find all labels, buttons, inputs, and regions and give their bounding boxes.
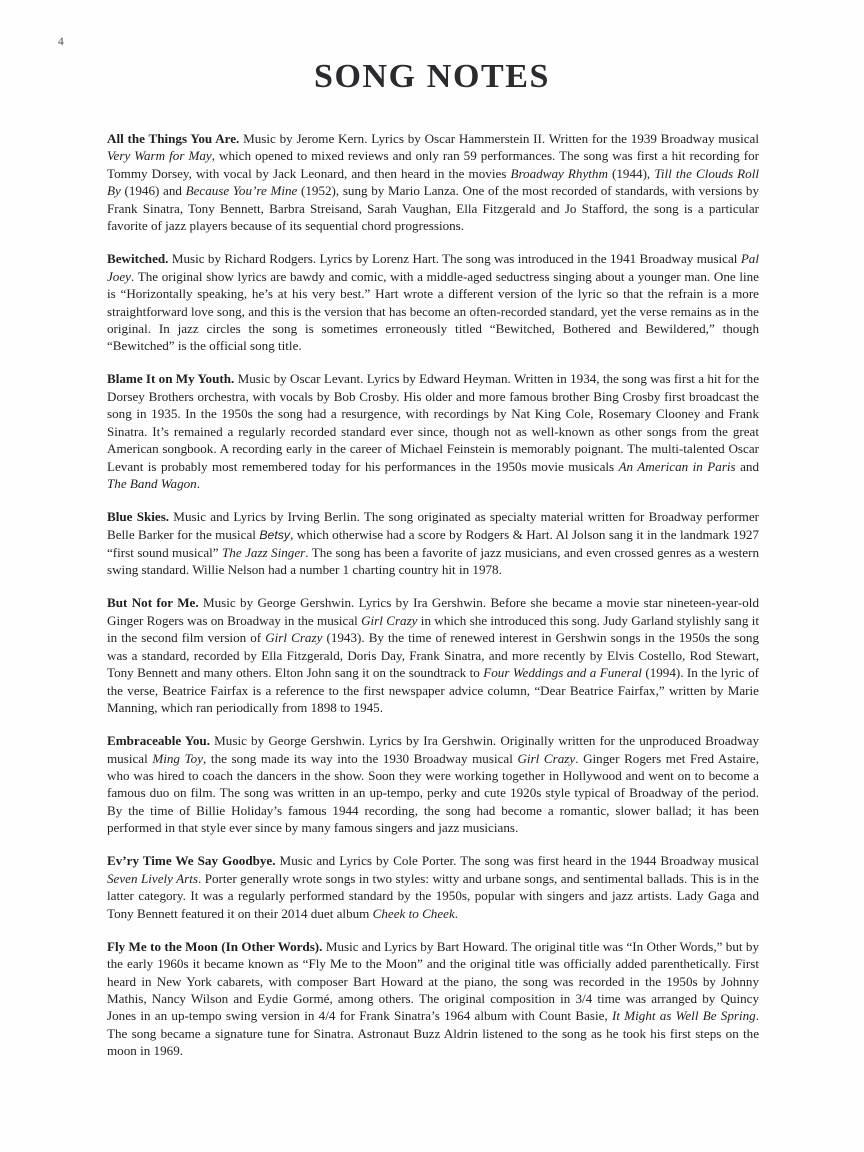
song-note-text: , which opened to mixed reviews and only ran 59 performances. The song was first a hit recording for Tommy Dorsey, with vocal by Jack Leonard, and then heard in the movies <box>107 148 760 181</box>
song-note <box>107 852 759 922</box>
work-title: The Band Wagon <box>107 476 197 492</box>
work-title: The Jazz Singer <box>222 545 306 561</box>
song-note <box>107 250 759 355</box>
page-title: SONG NOTES <box>313 58 551 95</box>
work-title: Girl Crazy <box>265 630 323 646</box>
song-note-text: . <box>454 905 459 921</box>
song-note-text: Music and Lyrics by Cole Porter. The song was first heard in the 1944 Broadway musical <box>275 853 759 869</box>
song-note-text: . Porter generally wrote songs in two styles: witty and urbane songs, and sentimental ballads. This is in the latter category. It was a regularly performed standard by the 1950s, popular with singers and jazz artists. Lady Gaga and Tony Bennett featured it on their 2014 duet album <box>107 870 759 921</box>
page-number: 4 <box>58 36 64 48</box>
work-title: Girl Crazy <box>361 612 418 628</box>
song-note-title: But Not for Me. <box>107 595 199 611</box>
work-title: Very Warm for May <box>107 148 212 164</box>
song-note-text: . The song has been a favorite of jazz musicians, and even crossed genres as a western swing standard. Willie Nelson had a number 1 charting country hit in 1978. <box>107 545 760 578</box>
song-note-text: . <box>196 476 200 492</box>
song-note <box>107 938 759 1060</box>
song-note-text: Music by Jerome Kern. Lyrics by Oscar Hammerstein II. Written for the 1939 Broadway musical <box>239 131 759 146</box>
song-note-text: in which she introduced this song. Judy Garland stylishly sang it in the second film version of <box>107 612 759 646</box>
song-note-title: Fly Me to the Moon (In Other Words). <box>107 938 323 954</box>
song-note-text: and <box>735 458 759 474</box>
song-note-text: (1943). By the time of renewed interest in Gershwin songs in the 1950s the song was a standard, recorded by Ella Fitzgerald, Doris Day, Frank Sinatra, and more recently by Elvis Costello, Rod Stewart, Tony Bennett and many others. Elton John sang it on the soundtrack to <box>107 630 759 681</box>
song-note <box>107 130 759 235</box>
work-title: Till the Clouds Roll By <box>107 165 760 199</box>
song-note-text: Music and Lyrics by Bart Howard. The original title was “In Other Words,” but by the early 1960s it became known as “Fly Me to the Moon” and the original title was officially added parenthetically. First heard in New York cabarets, with composer Bart Howard at the piano, the song was recorded in the 1950s by Johnny Mathis, Nancy Wilson and Eydie Gormé, among others. The original composition in 3/4 time was arranged by Quincy Jones in an up-tempo swing version in 4/4 for Frank Sinatra’s 1964 album with Count Basie, <box>107 938 759 1024</box>
work-title: Ming Toy <box>152 750 204 766</box>
work-title: Because You’re Mine <box>185 183 298 199</box>
song-note-text: . The original show lyrics are bawdy and comic, with a middle-aged seductress singing about a younger man. One line is “Horizontally speaking, he’s at his very best.” Hart wrote a different version of the lyric so that the refrain is a more straightforward love song, and this is the version that has become an often-recorded standard, yet the verse remains as in the original. In jazz circles the song is sometimes erroneously titled “Bewitched, Bothered and Bewildered,” though “Bewitched” is the official song title. <box>107 268 759 354</box>
work-title: Pal Joey <box>107 251 759 284</box>
work-title: It Might as Well Be Spring <box>611 1008 756 1024</box>
song-note-title: Blame It on My Youth. <box>107 371 235 387</box>
song-note-title: Embraceable You. <box>107 733 210 749</box>
song-note-text: Music by George Gershwin. Lyrics by Ira Gershwin. Before she became a movie star nineteen-year-old Ginger Rogers was on Broadway in the musical <box>107 595 759 628</box>
song-note-title: Blue Skies. <box>107 509 170 525</box>
song-note-title: Ev’ry Time We Say Goodbye. <box>107 853 276 869</box>
song-note <box>107 594 759 716</box>
song-note-text: (1944), <box>607 165 655 181</box>
song-note-text: Music by Oscar Levant. Lyrics by Edward Heyman. Written in 1934, the song was first a hit for the Dorsey Brothers orchestra, with vocals by Bob Crosby. His older and more famous brother Bing Crosby first broadcast the song in 1935. In the 1950s the song had a resurgence, with recordings by Nat King Cole, Rosemary Clooney and Frank Sinatra. It’s remained a regularly recorded standard ever since, though not as well-known as other songs from the great American songbook. A recording early in the career of Michael Feinstein is memorably poignant. The multi-talented Oscar Levant is probably most remembered today for his performances in the 1950s movie musicals <box>107 371 759 474</box>
song-note-text: . The song became a signature tune for Sinatra. Astronaut Buzz Aldrin listened to the song as he took his first steps on the moon in 1969. <box>107 1008 759 1059</box>
song-note-text: (1994). In the lyric of the verse, Beatrice Fairfax is a reference to the first newspaper advice column, “Dear Beatrice Fairfax,” written by Marie Manning, which ran periodically from 1898 to 1945. <box>107 665 759 716</box>
song-note-text: Music and Lyrics by Irving Berlin. The song originated as specialty material written for Broadway performer Belle Barker for the musical <box>107 509 759 542</box>
song-notes-list <box>107 130 759 1060</box>
song-note-text: . Ginger Rogers met Fred Astaire, who was hired to coach the dancers in the show. Soon they were working together in Hollywood and went on to become a famous duo on film. The song was written in an up-tempo, perky and cute 1920s style typical of Broadway of the period. By the time of Billie Holiday’s famous 1944 recording, the song had become a romantic, slower ballad; it has been performed in that style ever since by many famous singers and jazz musicians. <box>107 750 760 836</box>
song-note-text: , which otherwise had a score by Rodgers & Hart. Al Jolson sang it in the landmark 1927 “first sound musical” <box>107 526 759 561</box>
song-note <box>107 732 759 837</box>
song-note-title: Bewitched. <box>107 251 169 267</box>
work-title: An American in Paris <box>618 458 736 474</box>
song-note-text: Music by George Gershwin. Lyrics by Ira Gershwin. Originally written for the unproduced Broadway musical <box>107 733 759 766</box>
song-note <box>107 508 759 579</box>
song-note-text: , the song made its way into the 1930 Broadway musical <box>203 750 518 766</box>
work-title: Seven Lively Arts <box>107 870 198 886</box>
song-note-title: All the Things You Are. <box>107 131 240 146</box>
work-title: Broadway Rhythm <box>510 165 608 181</box>
work-title: Betsy <box>259 527 291 542</box>
song-note-text: Music by Richard Rodgers. Lyrics by Lorenz Hart. The song was introduced in the 1941 Broadway musical <box>168 251 741 267</box>
work-title: Girl Crazy <box>517 750 576 766</box>
song-note <box>107 370 759 492</box>
work-title: Cheek to Cheek <box>372 905 455 921</box>
song-note-text: (1946) and <box>120 183 186 199</box>
work-title: Four Weddings and a Funeral <box>483 665 642 681</box>
song-note-text: (1952), sung by Mario Lanza. One of the most recorded of standards, with versions by Frank Sinatra, Tony Bennett, Barbra Streisand, Sarah Vaughan, Ella Fitzgerald and Jo Stafford, the song is a particular favorite of jazz players because of its sequential chord progressions. <box>107 183 759 234</box>
